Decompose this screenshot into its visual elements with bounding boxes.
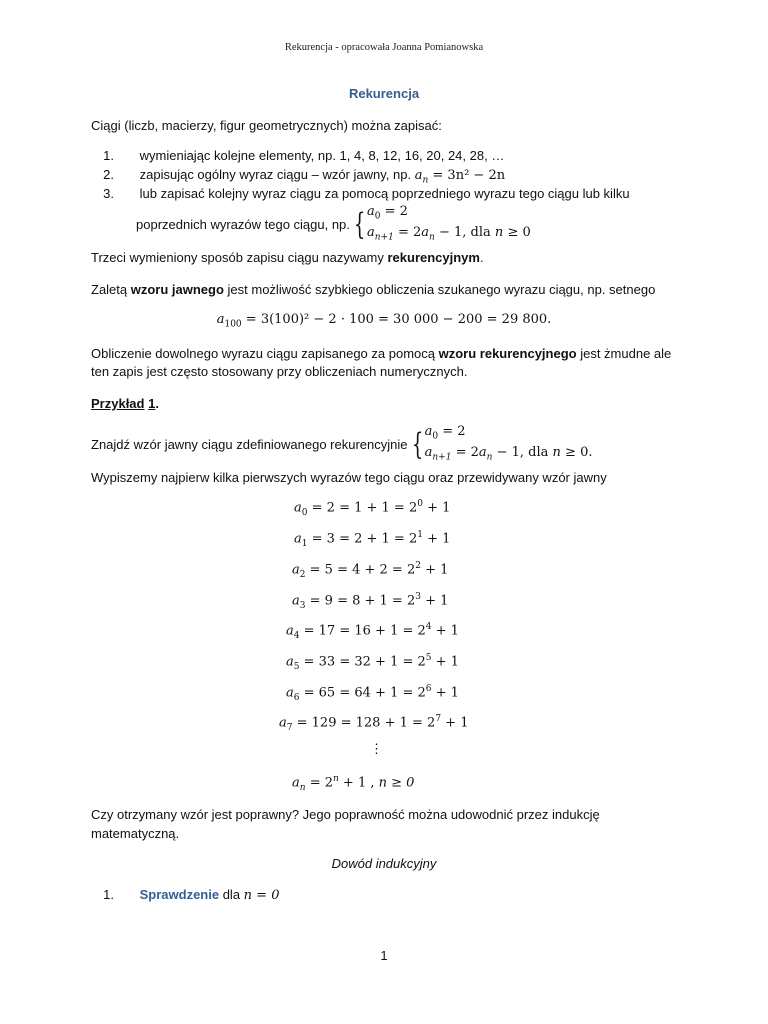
list-text: lub zapisać kolejny wyraz ciągu za pomocą poprzedniego wyrazu tego ciągu lub kilku	[139, 186, 630, 201]
paragraph-list-terms: Wypiszemy najpierw kilka pierwszych wyrazów tego ciągu oraz przewidywany wzór jawny	[91, 470, 607, 485]
proof-title: Dowód indukcyjny	[331, 856, 437, 871]
general-formula: $a_n = 2^n + 1$ , n ≥ 0	[292, 774, 415, 793]
list-item-3-cont	[136, 204, 531, 245]
recurrence-system: { $a_0 = 2$ $a_{n+1} = 2a_n - 1$, dla n ≥ 0.	[411, 424, 593, 463]
inline-formula: $a_n = 3n^2 - 2n$	[414, 168, 506, 186]
term-5: $a_5 = 33 = 32 + 1 = 2^5 + 1$	[286, 653, 459, 672]
list-number: 3.	[103, 186, 114, 201]
list-number: 1.	[103, 887, 114, 902]
list-number: 1.	[103, 148, 114, 163]
step-label: Sprawdzenie	[139, 887, 220, 902]
proof-step-1: 1. Sprawdzenie dla n = 0	[84, 885, 279, 906]
term-7: $a_7 = 129 = 128 + 1 = 2^7 + 1$	[279, 714, 469, 733]
equation-a100: $a_{100} = 3(100)^2 - 2 \cdot 100 = 30$ 000 − 200 = 29 800.	[216, 312, 552, 330]
term-3: $a_3 = 9 = 8 + 1 = 2^3 + 1$	[292, 592, 449, 611]
term-4: $a_4 = 17 = 16 + 1 = 2^4 + 1$	[286, 622, 459, 641]
list-item-1	[84, 146, 504, 166]
page-header: Rekurencja - opracowała Joanna Pomianowska	[284, 42, 484, 53]
paragraph-check-line1: Czy otrzymany wzór jest poprawny? Jego poprawność można udowodnić przez indukcję	[91, 807, 600, 822]
recurrence-system: { $a_0 = 2$ $a_{n+1} = 2a_n - 1$, dla n ≥ 0	[353, 204, 531, 243]
intro-paragraph: Ciągi (liczb, macierzy, figur geometrycznych) można zapisać:	[91, 118, 442, 133]
page-number: 1	[380, 948, 388, 963]
paragraph-recursive: Trzeci wymieniony sposób zapisu ciągu nazywamy rekurencyjnym.	[91, 250, 484, 265]
paragraph-calc-line1: Obliczenie dowolnego wyrazu ciągu zapisanego za pomocą wzoru rekurencyjnego jest żmudne ale	[91, 346, 672, 361]
paragraph-calc-line2: ten zapis jest często stosowany przy obliczeniach numerycznych.	[91, 364, 468, 379]
term-2: $a_2 = 5 = 4 + 2 = 2^2 + 1$	[292, 561, 449, 580]
example-heading: Przykład 1.	[91, 396, 159, 411]
vertical-ellipsis: ⋮	[370, 742, 383, 757]
list-text: wymieniając kolejne elementy, np. 1, 4, 8, 12, 16, 20, 24, 28, …	[139, 148, 505, 163]
find-formula-paragraph: Znajdź wzór jawny ciągu zdefiniowanego rekurencyjnie { $a_0 = 2$ $a_{n+1} = 2a_n - 1$, dla n ≥ 0.	[91, 424, 592, 465]
term-0: $a_0 = 2 = 1 + 1 = 2^0 + 1$	[294, 499, 451, 518]
list-item-3	[84, 184, 630, 204]
document-title: Rekurencja	[348, 86, 420, 101]
paragraph-advantage: Zaletą wzoru jawnego jest możliwość szybkiego obliczenia szukanego wyrazu ciągu, np. setnego	[91, 282, 656, 297]
list-text: zapisując ogólny wyraz ciągu – wzór jawny, np.	[139, 167, 412, 182]
paragraph-check-line2: matematyczną.	[91, 826, 180, 841]
list-number: 2.	[103, 167, 114, 182]
term-6: $a_6 = 65 = 64 + 1 = 2^6 + 1$	[286, 684, 459, 703]
list-text: poprzednich wyrazów tego ciągu, np.	[136, 216, 350, 232]
term-1: $a_1 = 3 = 2 + 1 = 2^1 + 1$	[294, 530, 451, 549]
